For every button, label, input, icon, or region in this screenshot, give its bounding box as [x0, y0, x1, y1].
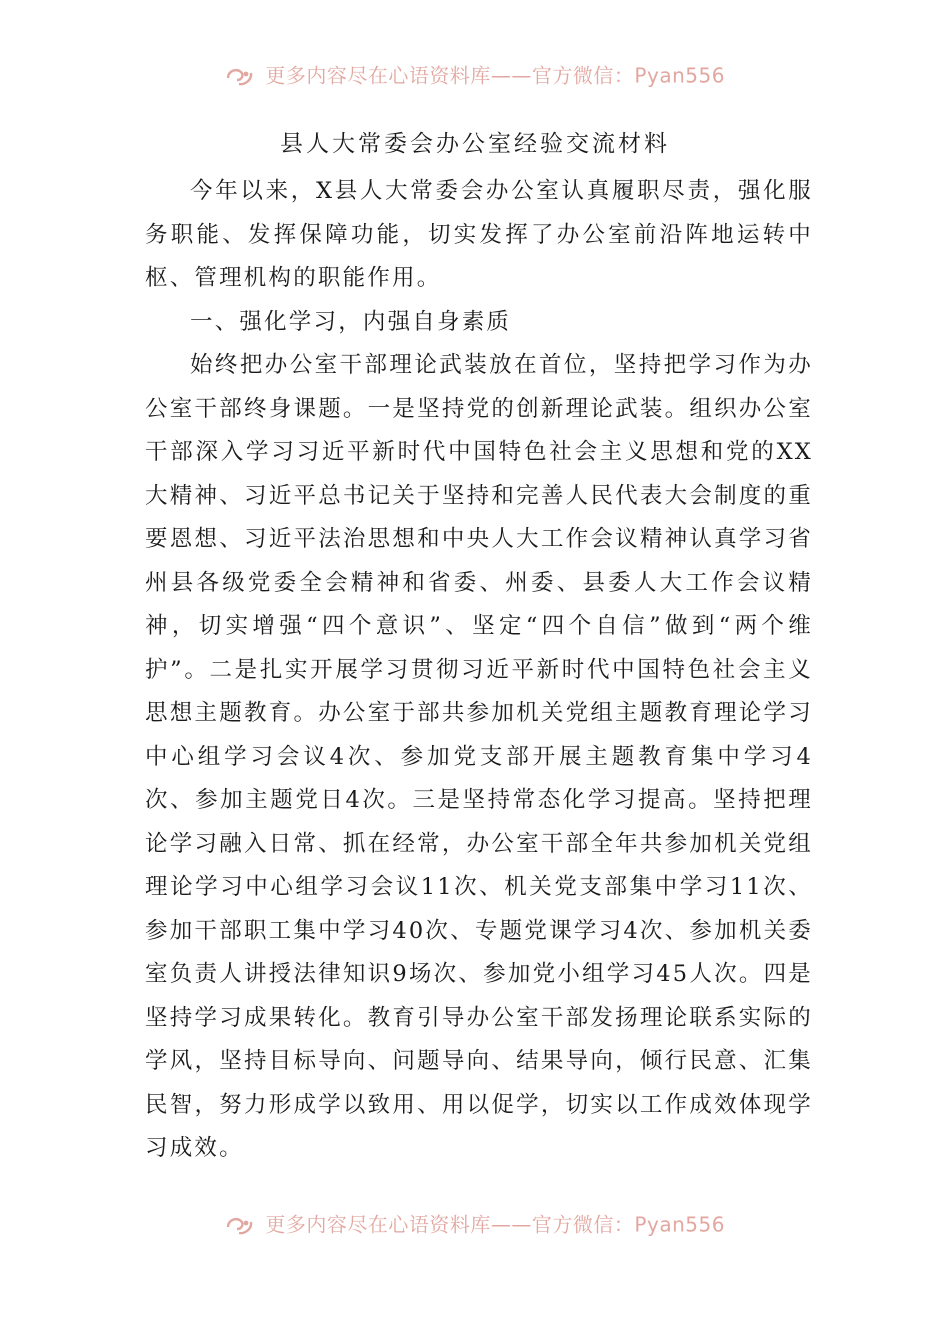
footer-watermark [0, 1209, 950, 1237]
document-logo-icon [225, 1214, 255, 1236]
document-body [145, 170, 813, 1171]
watermark-text: 更多内容尽在心语资料库——官方微信：Pyan556 [265, 63, 725, 88]
document-title: 县人大常委会办公室经验交流材料 [280, 131, 670, 157]
section-paragraph: 始终把办公室干部理论武装放在首位，坚持把学习作为办公室干部终身课题。一是坚持党的创新理论武装。组织办公室干部深入学习习近平新时代中国特色社会主义思想和党的XX大精神、习近平总书记关于坚持和完善人民代表大会制度的重要恩想、习近平法治思想和中央人大工作会议精神认真学习省州县各级党委全会精神和省委、州委、县委人大工作会议精神，切实增强“四个意识”、坚定“四个自信”做到“两个维护”。二是扎实开展学习贯彻习近平新时代中国特色社会主义思想主题教育。办公室于部共参加机关党组主题教育理论学习中心组学习会议4次、参加党支部开展主题教育集中学习4次、参加主题党日4次。三是坚持常态化学习提高。坚持把理论学习融入日常、抓在经常，办公室干部全年共参加机关党组理论学习中心组学习会议11次、机关党支部集中学习11次、参加干部职工集中学习40次、专题党课学习4次、参加机关委室负责人讲授法律知识9场次、参加党小组学习45人次。四是坚持学习成果转化。教育引导办公室干部发扬理论联系实际的学风，坚持目标导向、问题导向、结果导向，倾行民意、汇集民智，努力形成学以致用、用以促学，切实以工作成效体现学习成效。 [145, 352, 813, 1161]
document-logo-icon [225, 65, 255, 87]
watermark-text: 更多内容尽在心语资料库——官方微信：Pyan556 [265, 1212, 725, 1237]
header-watermark [0, 60, 950, 88]
section-heading: 一、强化学习，内强自身素质 [190, 308, 512, 335]
intro-paragraph: 今年以来，X县人大常委会办公室认真履职尽责，强化服务职能、发挥保障功能，切实发挥了办公室前沿阵地运转中枢、管理机构的职能作用。 [145, 178, 813, 291]
